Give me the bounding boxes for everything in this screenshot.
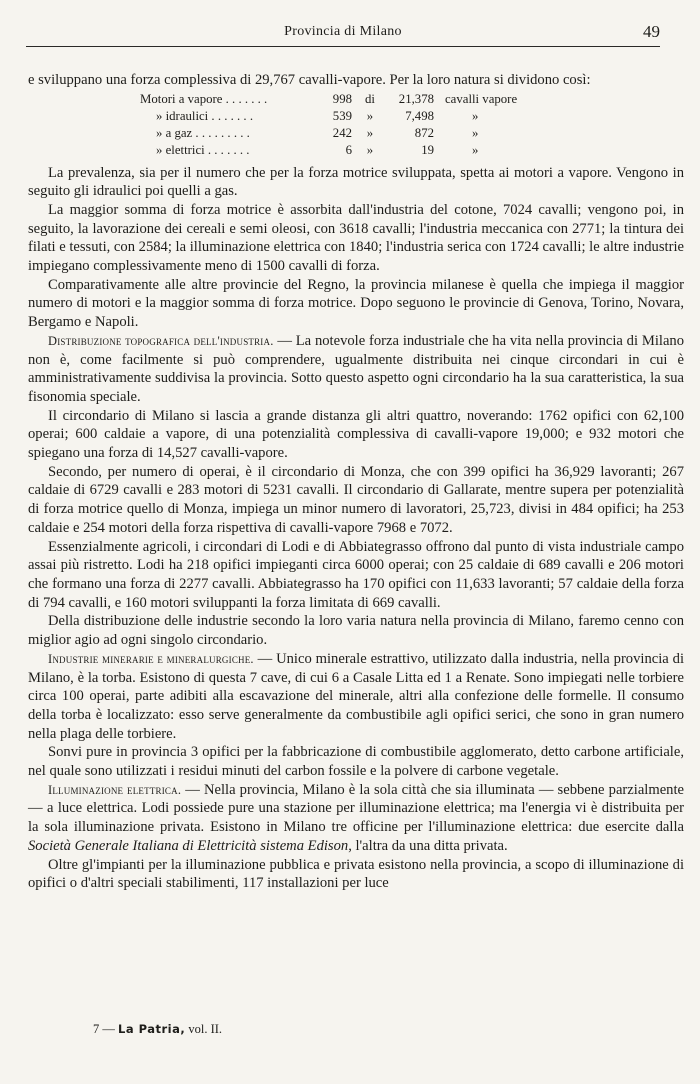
motor-type: » a gaz . . . . . . . . . bbox=[156, 126, 250, 141]
text-body bbox=[28, 71, 684, 893]
company-name: Società Generale Italiana di Elettricità sistema Edison bbox=[28, 837, 349, 854]
ditto-mark: » bbox=[366, 126, 374, 141]
paragraph-illuminazione bbox=[28, 781, 684, 856]
running-header bbox=[26, 24, 660, 47]
motor-count: 242 bbox=[332, 126, 352, 141]
table-row bbox=[140, 108, 517, 125]
horsepower: 21,378 bbox=[398, 91, 434, 106]
paragraph-text: — Unico minerale estrattivo, utilizzato dalla industria, nella provincia di Milano, è la torba. Esistono di questa 7 cave, di cui 6 a Casale Litta ed 1 a Renate. Sono impiegati nelle torbiere circa 100 operai, parte adibiti alla escavazione del minerale, altri alla confezione delle formelle. Il consumo della torba è localizzato: esso serve generalmente da combustibile agli opifici serici, che sono in gran numero nella plaga delle torbiere. bbox=[28, 650, 684, 742]
ditto-mark: » bbox=[472, 108, 479, 123]
motor-type: Motori a vapore . . . . . . . bbox=[140, 91, 268, 106]
table-row bbox=[140, 91, 517, 108]
paragraph-text: , l'altra da una ditta privata. bbox=[348, 837, 508, 854]
paragraph-carbone-artificiale: Sonvi pure in provincia 3 opifici per la fabbricazione di combustibile agglomerato, detto carbone artificiale, nel quale sono utilizzati i residui minuti del carbon fossile e la polvere di carbone vegetale. bbox=[28, 744, 684, 780]
ditto-mark: » bbox=[366, 108, 374, 123]
paragraph-forza-motrice: La maggior somma di forza motrice è assorbita dall'industria del cotone, 7024 cavalli; vengono poi, in seguito, la lavorazione dei cereali e semi oleosi, con 3618 cavalli; l'industria meccanica con 2771; la tintura dei filati e tessuti, con 2584; la illuminazione elettrica con 1840; l'industria serica con 1724 cavalli; le altre industrie impiegano complessivamente meno di 1500 cavalli di forza. bbox=[28, 201, 684, 275]
section-heading: Industrie minerarie e mineralurgiche. bbox=[48, 651, 254, 666]
paragraph-prevalenza: La prevalenza, sia per il numero che per la forza motrice sviluppata, spetta ai motori a vapore. Vengono in seguito gli idraulici poi quelli a gas. bbox=[28, 164, 684, 200]
horsepower: 19 bbox=[421, 143, 434, 158]
paragraph-confronto-provincie: Comparativamente alle altre provincie del Regno, la provincia milanese è quella che impiega il maggior numero di motori e la maggior somma di forza motrice. Dopo seguono le provincie di Genova, Torino, Novara, Bergamo e Napoli. bbox=[28, 276, 684, 331]
paragraph-lodi-abbiategrasso: Essenzialmente agricoli, i circondari di Lodi e di Abbiategrasso offrono dal punto di vista industriale campo assai più ristretto. Lodi ha 218 opifici impieganti circa 6000 operai; con 25 caldaie di 689 cavalli e 206 motori che formano una forza di 2277 cavalli. Abbiategrasso ha 170 opifici con 11,633 lavoranti; 57 caldaie della forza di 794 cavalli, e 160 motori sviluppanti la forza limitata di 669 cavalli. bbox=[28, 538, 684, 611]
motor-count: 6 bbox=[345, 143, 352, 158]
paragraph-text: — Nella provincia, Milano è la sola città che sia illuminata — sebbene parzialmente — a luce elettrica. Lodi possiede pure una stazione per illuminazione elettrica; ma l'energia vi è distribuita per la sola illuminazione privata. Esistono in Milano tre officine per l'illuminazione elettrica: due esercite dalla bbox=[28, 781, 685, 836]
paragraph-minerarie bbox=[28, 650, 684, 744]
paragraph-impianti: Oltre gl'impianti per la illuminazione pubblica e privata esistono nella provincia, a scopo di illuminazione di opifici o d'altri speciali stabilimenti, 117 installazioni per luce bbox=[28, 856, 684, 892]
signature-number: 7 — bbox=[93, 1022, 115, 1036]
table-row bbox=[140, 142, 517, 159]
paragraph-distribuzione bbox=[28, 332, 684, 407]
page-number: 49 bbox=[643, 22, 660, 41]
motor-count: 539 bbox=[332, 108, 352, 123]
di-word: di bbox=[365, 91, 375, 106]
horsepower: 7,498 bbox=[405, 108, 434, 123]
section-heading: Illuminazione elettrica. bbox=[48, 782, 182, 797]
volume-label: vol. II. bbox=[188, 1022, 223, 1036]
table-row bbox=[140, 125, 517, 142]
section-heading: Distribuzione topografica dell'industria. bbox=[48, 333, 274, 348]
unit: cavalli vapore bbox=[445, 91, 518, 106]
running-title: Provincia di Milano bbox=[284, 24, 402, 39]
paragraph-monza-gallarate: Secondo, per numero di operai, è il circondario di Monza, che con 399 opifici ha 36,929 lavoranti; 267 caldaie di 6729 cavalli e 283 motori di 5231 cavalli. Il circondario di Gallarate, mentre supera per potenzialità di forza motrice quello di Monza, impiega un minor numero di lavoratori, 25,723, divisi in 484 opifici; ha 253 caldaie e 254 motori della forza rispettiva di cavalli-vapore 7968 e 7072. bbox=[28, 463, 684, 536]
ditto-mark: » bbox=[472, 143, 479, 158]
intro-paragraph: e sviluppano una forza complessiva di 29,767 cavalli-vapore. Per la loro natura si dividono così: bbox=[28, 72, 591, 88]
ditto-mark: » bbox=[472, 126, 479, 141]
motor-type: » idraulici . . . . . . . bbox=[156, 108, 254, 123]
horsepower: 872 bbox=[414, 126, 434, 141]
motor-count: 998 bbox=[332, 91, 352, 106]
paragraph-text: — La notevole forza industriale che ha vita nella provincia di Milano non è, come facilmente si può comprendere, ugualmente distribuita nei cinque circondari in cui è amministrativamente suddivisa la provincia. Sotto questo aspetto ogni circondario ha la sua caratteristica, la sua fisonomia speciale. bbox=[28, 332, 685, 405]
motor-type: » elettrici . . . . . . . bbox=[156, 143, 250, 158]
paragraph-circondario-milano: Il circondario di Milano si lascia a grande distanza gli altri quattro, noverando: 1762 opifici con 62,100 operai; 600 caldaie a vapore, di una potenzialità complessiva di cavalli-vapore 19,000; e 932 motori che spiegano una forza di 14,527 cavalli-vapore. bbox=[28, 407, 684, 462]
publication-title: La Patria, bbox=[118, 1022, 186, 1036]
paragraph-distribuzione-natura: Della distribuzione delle industrie secondo la loro varia natura nella provincia di Milano, faremo cenno con miglior agio ad ogni singolo circondario. bbox=[28, 613, 684, 649]
signature-footer bbox=[93, 1022, 222, 1037]
motors-table bbox=[140, 91, 517, 160]
ditto-mark: » bbox=[366, 143, 374, 158]
